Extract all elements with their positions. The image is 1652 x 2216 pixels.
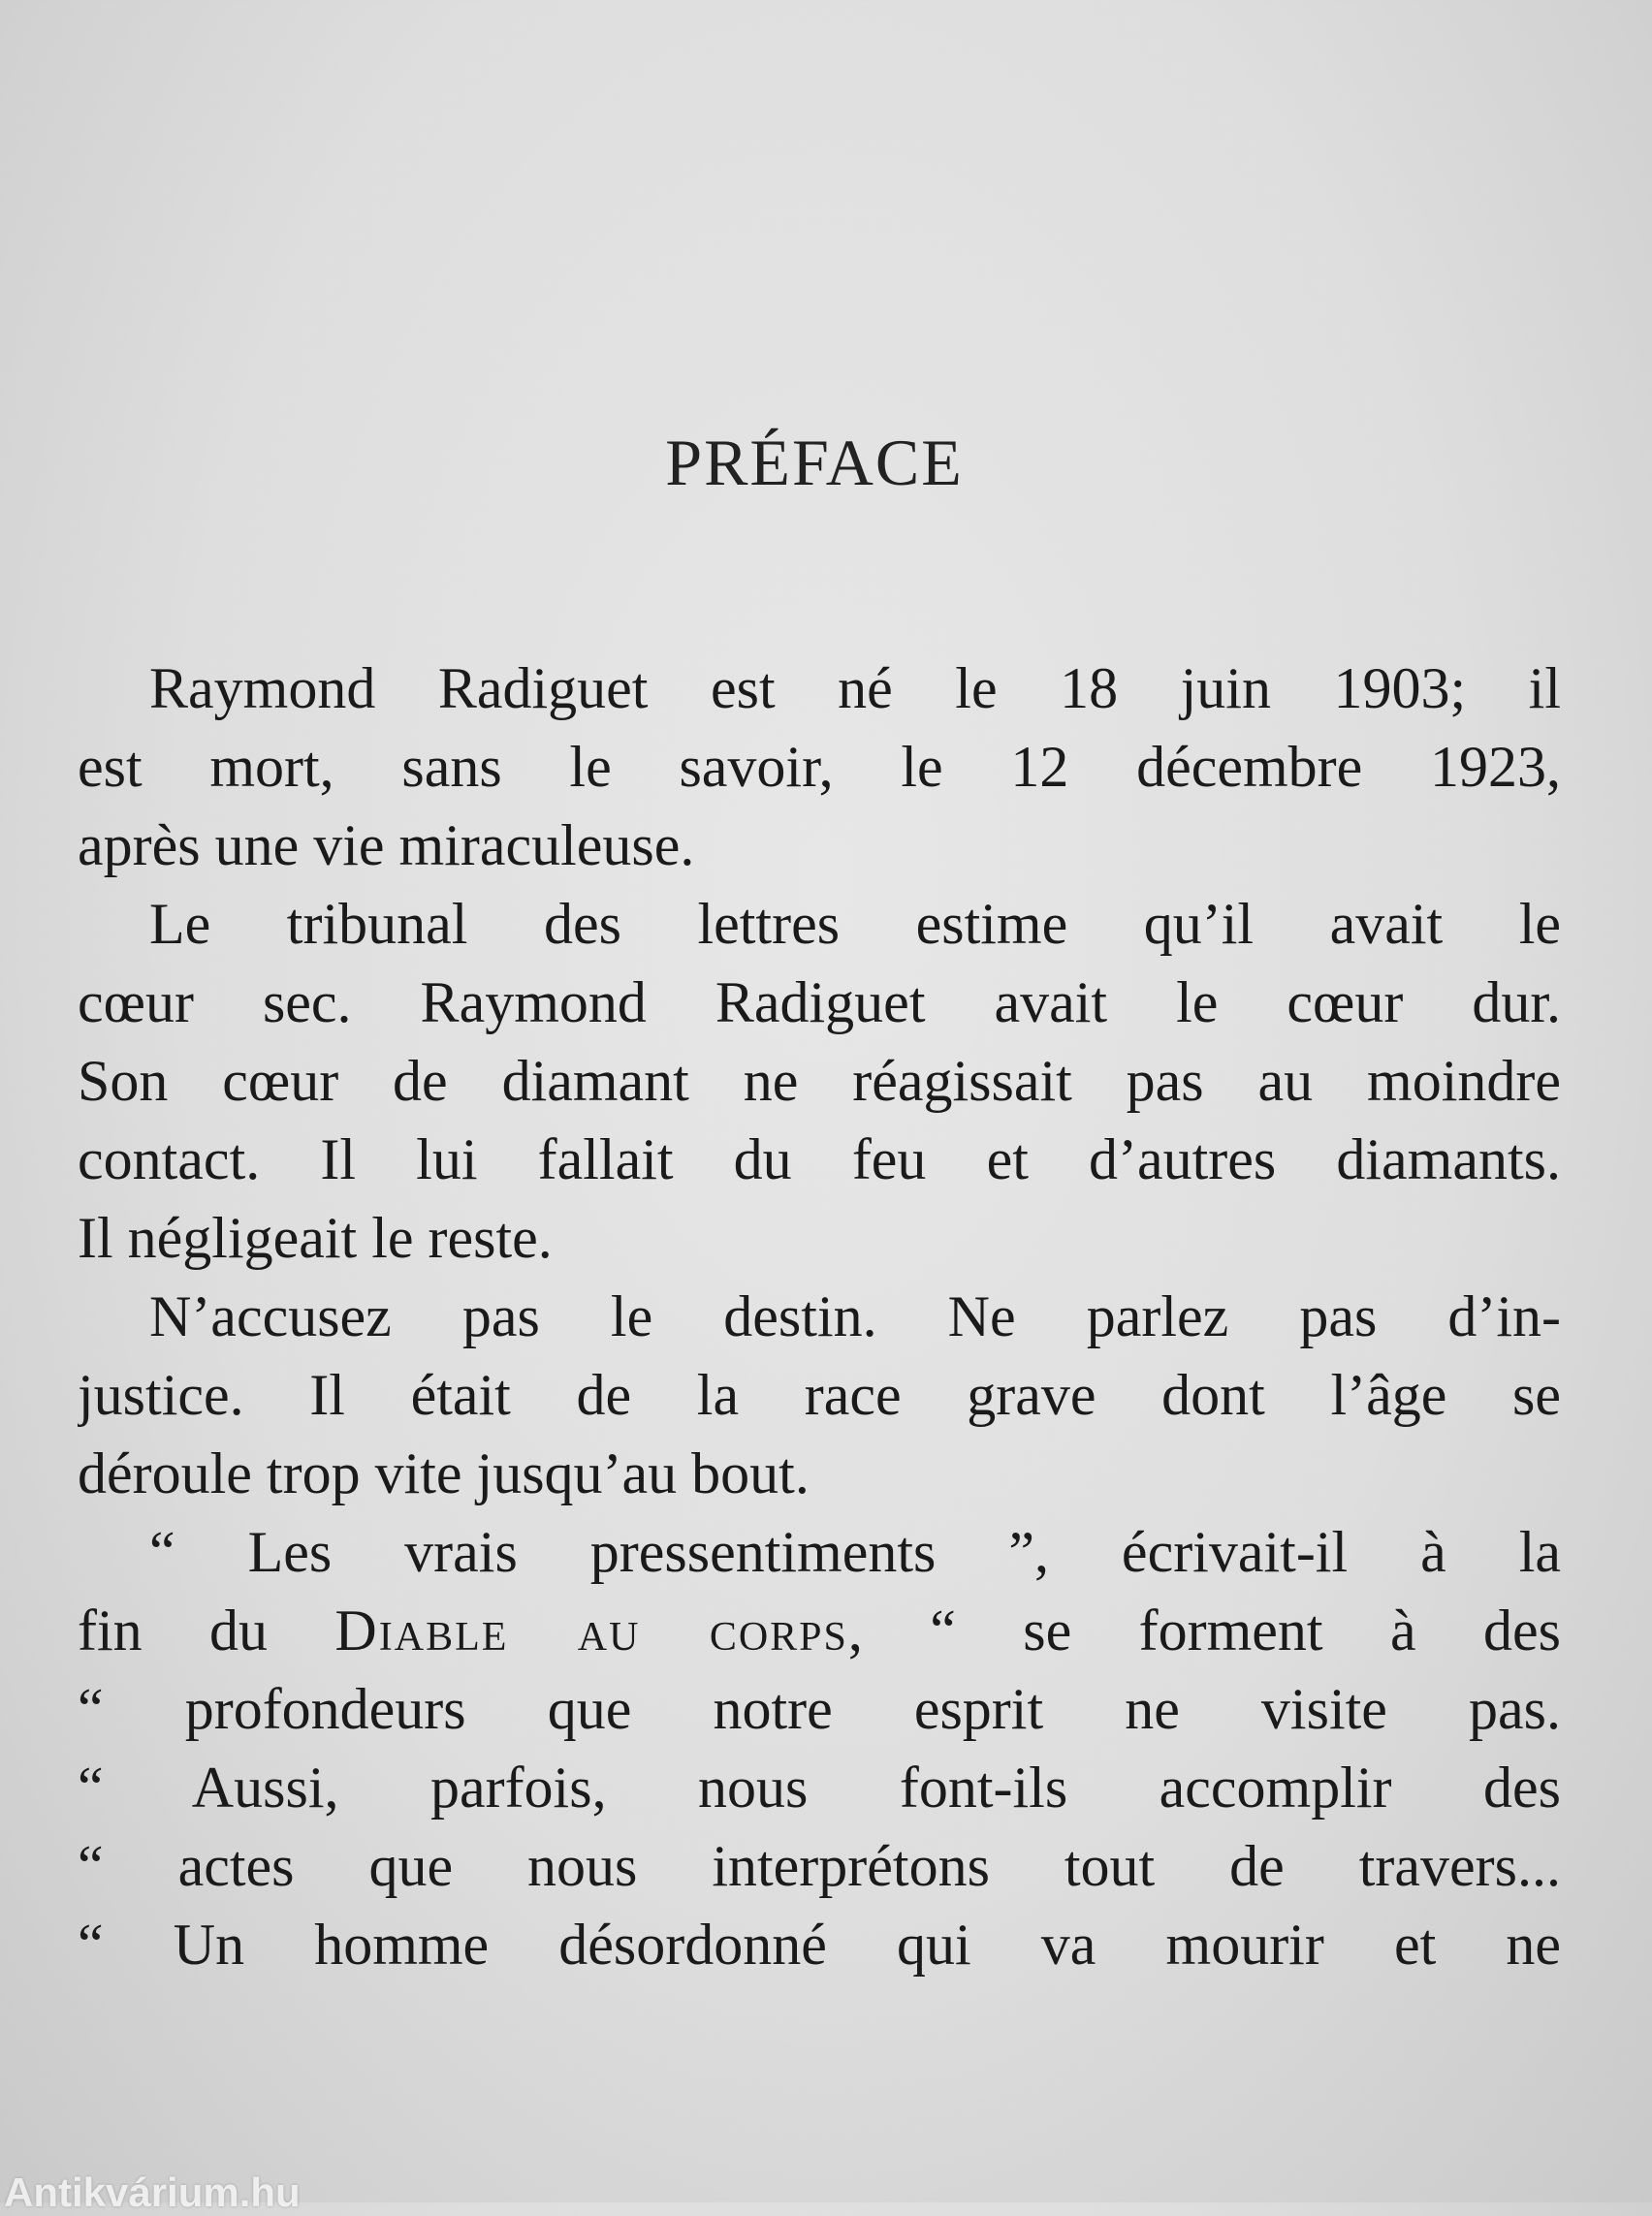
text-line: Raymond Radiguet est né le 18 juin 1903; il (149, 656, 1561, 720)
text-fragment: fin du (78, 1599, 335, 1662)
text-line (78, 1592, 1561, 1670)
preface-text (78, 649, 1561, 1984)
text-line: déroule trop vite jusqu’au bout. (78, 1441, 810, 1505)
text-line: “ Un homme désordonné qui va mourir et ne (78, 1913, 1561, 1977)
watermark: Antikvárium.hu (4, 2169, 301, 2215)
text-line: est mort, sans le savoir, le 12 décembre 1923, (78, 735, 1561, 799)
text-line: Il négligeait le reste. (78, 1206, 553, 1270)
text-fragment: , “ se forment à des (847, 1599, 1561, 1662)
book-title: Diable au corps (334, 1599, 848, 1662)
text-line: “ Les vrais pressentiments ”, écrivait-il à la (149, 1520, 1561, 1584)
text-line: “ actes que nous interprétons tout de travers... (78, 1834, 1561, 1898)
text-line: “ profondeurs que notre esprit ne visite pas. (78, 1677, 1561, 1741)
text-line: Le tribunal des lettres estime qu’il avait le (149, 892, 1561, 956)
text-line: justice. Il était de la race grave dont l’âge se (78, 1363, 1561, 1427)
text-line: N’accusez pas le destin. Ne parlez pas d’in- (149, 1284, 1561, 1348)
text-line: après une vie miraculeuse. (78, 813, 695, 877)
page-title: PRÉFACE (665, 426, 964, 499)
text-line: contact. Il lui fallait du feu et d’autres diamants. (78, 1127, 1561, 1191)
text-line: “ Aussi, parfois, nous font-ils accomplir des (78, 1756, 1561, 1820)
text-line: cœur sec. Raymond Radiguet avait le cœur dur. (78, 970, 1561, 1034)
text-line: Son cœur de diamant ne réagissait pas au moindre (78, 1049, 1561, 1113)
